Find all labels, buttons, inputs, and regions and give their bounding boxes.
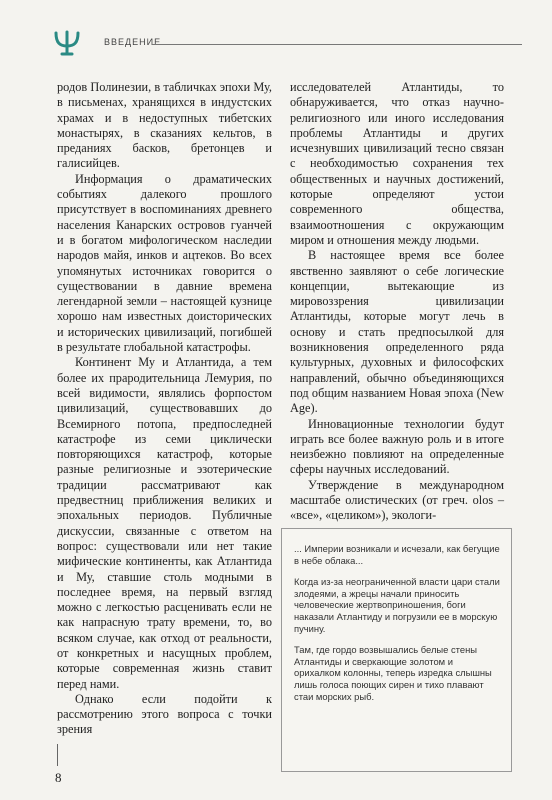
paragraph: родов Полинезии, в табличках эпохи Му, в письменах, хранящихся в индустских храмах и в недоступных тибетских монастырях, в сказаниях кельтов, в преданиях басков, бретонцев и галисийцев. <box>57 80 272 171</box>
paragraph: Утверждение в международном масштабе олистических (от греч. olos – «все», «целиком»), экологи- <box>290 477 504 523</box>
paragraph: Однако если подойти к рассмотрению этого вопроса с точки зрения <box>57 691 272 737</box>
paragraph: Инновационные технологии будут играть все более важную роль и в итоге неизбежно повлияют на определенные сферы научных исследований. <box>290 416 504 477</box>
psi-logo-icon <box>52 30 82 56</box>
footer-rule <box>57 744 58 766</box>
section-title: ВВЕДЕНИЕ <box>104 37 162 47</box>
sidebar-quote-box <box>281 528 512 772</box>
header-rule <box>152 44 522 45</box>
paragraph: исследователей Атлантиды, то обнаруживается, что отказ научно-религиозного или иного исследования проблемы Атлантиды и других исчезнувших цивилизаций тесно связан с необходимостью сохранения тех общественных и научных достижений, которые определяют устои современного общества, взаимоотношения с окружающим миром и отношения между людьми. <box>290 80 504 247</box>
right-column <box>290 80 504 524</box>
left-column <box>57 80 272 738</box>
paragraph: Информация о драматических событиях далекого прошлого присутствует в воспоминаниях древнего населения Канарских островов гуанчей и в богатом мифологическом наследии народов майя, инков и ацтеков. Во всех упомянутых источниках говорится о существовании в давние времена легендарной земли – настоящей кузнице хорошо нам известных доисторических и исторических цивилизаций, погибшей в результате глобальной катастрофы. <box>57 171 272 355</box>
paragraph: Континент Му и Атлантида, а тем более их прародительница Лемурия, по всей видимости, являлись форпостом цивилизаций, существовавших до Всемирного потопа, предпоследней катастрофе из семи циклически повторяющихся катастроф, которые разные религиозные и эзотерические традиции рассматривают как предвестниц приближения великих и эпохальных периодов. Публичные дискуссии, связанные с ответом на вопрос: существовали или нет такие мифические континенты, как Атлантида и Му, ставшие столь модными в последнее время, на первый взгляд можно с легкостью расценивать если не как напрасную трату времени, то, во всяком случае, как отход от реальности, от конкретных и насущных проблем, которые современная жизнь ставит перед нами. <box>57 355 272 691</box>
page-number: 8 <box>55 770 62 785</box>
page-header <box>52 30 522 54</box>
sidebar-paragraph: Когда из-за неограниченной власти цари стали злодеями, а жрецы начали приносить человеческие жертвоприношения, боги наказали Атлантиду и погрузили ее в морскую пучину. <box>294 576 500 634</box>
paragraph: В настоящее время все более явственно заявляют о себе логические концепции, вытекающие из мировоззрения цивилизации Атлантиды, которые могут лечь в основу и стать предпосылкой для возникновения определенного ряда культурных, духовных и философских направлений, обычно объединяющихся под общим названием Новая эпоха (New Age). <box>290 248 504 416</box>
sidebar-paragraph: ... Империи возникали и исчезали, как бегущие в небе облака... <box>294 543 500 566</box>
sidebar-paragraph: Там, где гордо возвышались белые стены Атлантиды и сверкающие золотом и орихалком колонны, теперь изредка слышны лишь голоса поющих сирен и тихо плавают стаи морских рыб. <box>294 644 492 702</box>
